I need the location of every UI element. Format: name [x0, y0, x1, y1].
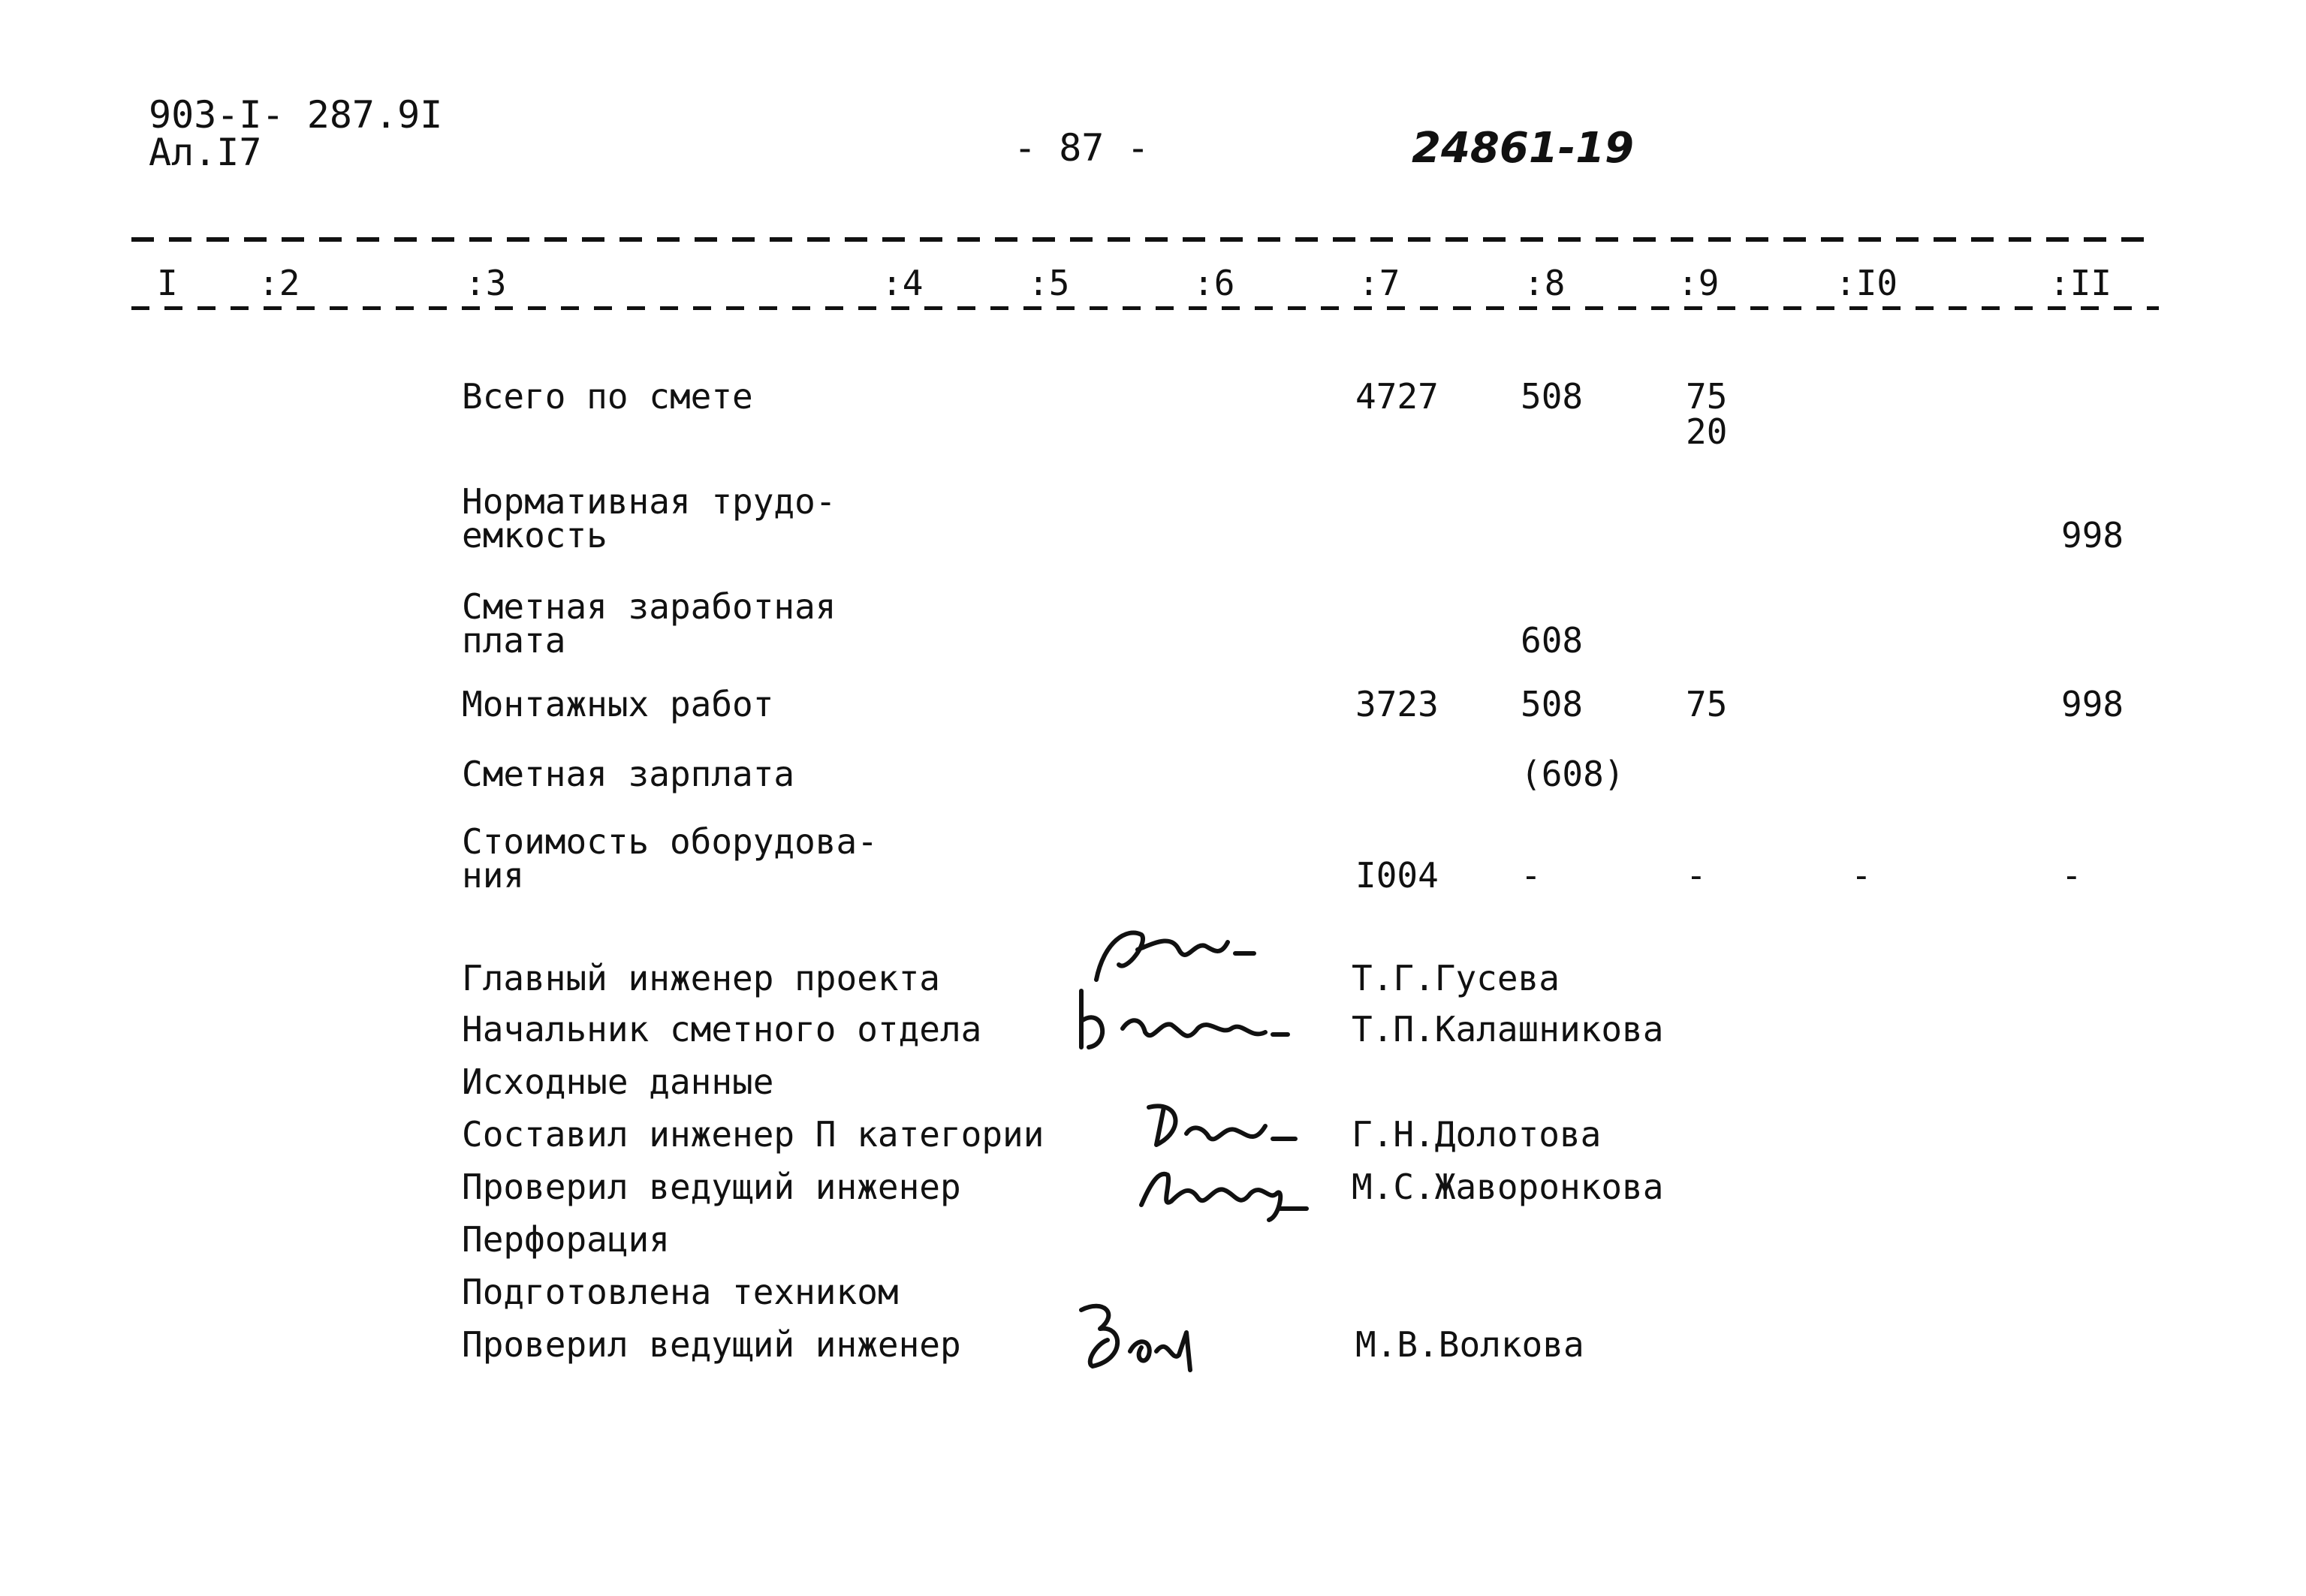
column-label: :3	[462, 263, 509, 303]
cell-col8: 508	[1521, 684, 1584, 724]
row-label-continued: емкость	[462, 515, 607, 556]
column-label: :5	[1025, 263, 1072, 303]
cell-col8: -	[1521, 855, 1542, 896]
row-label-continued: плата	[462, 620, 566, 661]
header-rule	[131, 237, 2148, 242]
cell-col11: 998	[2061, 684, 2124, 724]
signature-name: М.В.Волкова	[1355, 1324, 1584, 1365]
sheet-number: Ал.I7	[149, 131, 262, 174]
page-number: - 87 -	[1014, 126, 1150, 170]
column-label: :I0	[1832, 263, 1901, 303]
cell-col10: -	[1851, 855, 1872, 896]
cell-col7: I004	[1355, 855, 1439, 896]
signature-name: Г.Н.Долотова	[1352, 1114, 1602, 1155]
column-header-rule	[131, 306, 2159, 310]
cell-col9-second-line: 20	[1686, 411, 1728, 452]
cell-col11: 998	[2061, 515, 2124, 556]
column-label: :7	[1355, 263, 1403, 303]
signature-role: Перфорация	[462, 1219, 670, 1260]
signature-role: Составил инженер П категории	[462, 1114, 1044, 1155]
column-header	[131, 263, 2159, 315]
signature-role: Подготовлена техником	[462, 1272, 899, 1312]
row-label-continued: ния	[462, 855, 525, 896]
row-label: Монтажных работ	[462, 684, 774, 724]
cell-col9: 75	[1686, 684, 1728, 724]
column-label: :II	[2046, 263, 2115, 303]
handwritten-signature	[1066, 1291, 1216, 1378]
signature-name: Т.Г.Гусева	[1352, 958, 1560, 998]
column-label: :8	[1521, 263, 1568, 303]
signature-role: Проверил ведущий инженер	[462, 1167, 961, 1207]
row-label: Сметная заработная	[462, 586, 836, 627]
column-label: :6	[1190, 263, 1237, 303]
document-code: 903-I- 287.9I	[149, 93, 443, 137]
signature-name: М.С.Жаворонкова	[1352, 1167, 1664, 1207]
handwritten-signature	[1126, 1149, 1314, 1224]
column-label: :9	[1674, 263, 1722, 303]
handwritten-signature	[1070, 976, 1295, 1058]
row-label: Всего по смете	[462, 376, 753, 417]
cell-col9: 75	[1686, 376, 1728, 417]
signature-role: Начальник сметного отдела	[462, 1009, 982, 1049]
cell-col7: 4727	[1355, 376, 1439, 417]
inventory-stamp: 24861-19	[1412, 124, 1634, 173]
cell-col8: 608	[1521, 620, 1584, 661]
cell-col11: -	[2061, 855, 2082, 896]
cell-col8: (608)	[1521, 754, 1625, 794]
cell-col7: 3723	[1355, 684, 1439, 724]
signature-role: Главный инженер проекта	[462, 958, 940, 998]
row-label: Нормативная трудо-	[462, 481, 836, 522]
cell-col9: -	[1686, 855, 1707, 896]
column-label: I	[154, 263, 181, 303]
cell-col8: 508	[1521, 376, 1584, 417]
column-label: :4	[879, 263, 926, 303]
signature-role: Проверил ведущий инженер	[462, 1324, 961, 1365]
row-label: Стоимость оборудова-	[462, 821, 878, 862]
row-label: Сметная зарплата	[462, 754, 795, 794]
signature-name: Т.П.Калашникова	[1352, 1009, 1664, 1049]
column-label: :2	[255, 263, 303, 303]
signature-role: Исходные данные	[462, 1061, 774, 1102]
